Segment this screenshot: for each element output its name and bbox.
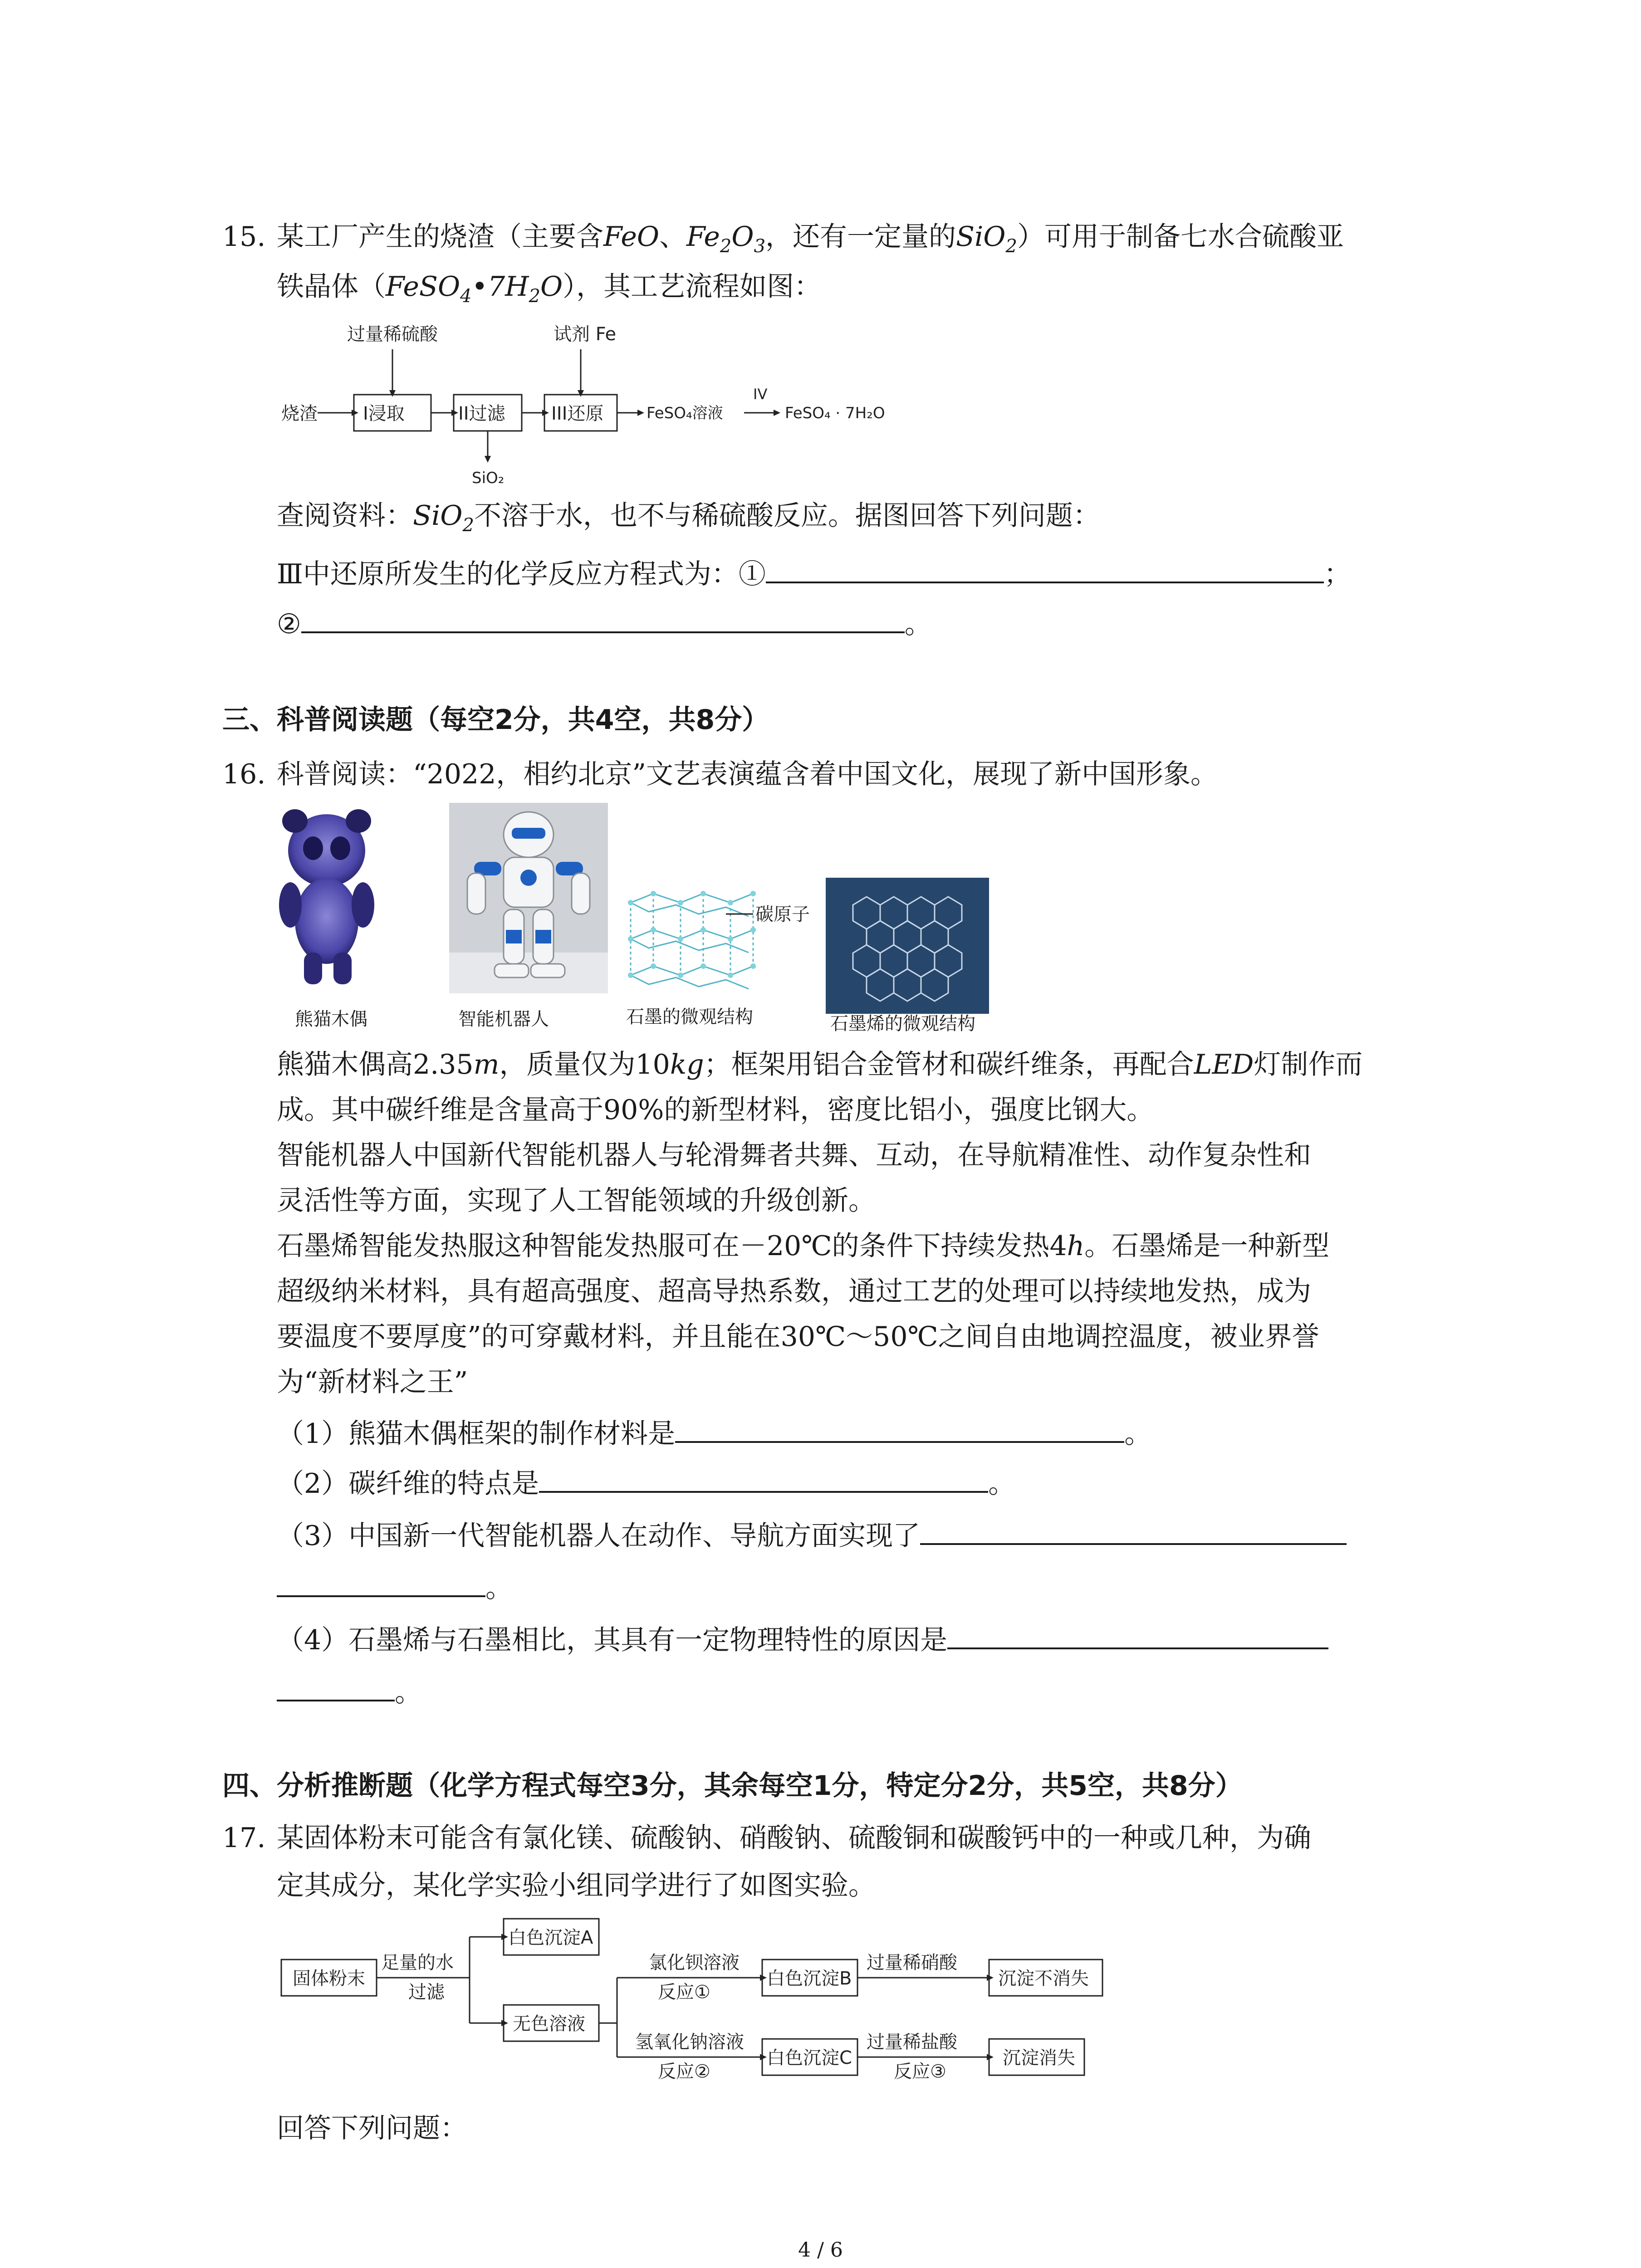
- q15-answer-blank-1[interactable]: [766, 553, 1324, 583]
- q15-question-2: ② 。: [277, 603, 932, 643]
- q17-bacl2: 氯化钡溶液: [649, 1952, 740, 1973]
- q16-number: 16.: [222, 758, 266, 790]
- q16-passage-3b: 超级纳米材料，具有超高强度、超高导热系数，通过工艺的处理可以持续地发热，成为: [277, 1276, 1311, 1307]
- q17-hcl: 过量稀盐酸: [867, 2032, 957, 2053]
- flow-acid: 过量稀硫酸: [347, 324, 438, 345]
- q16-passage-3c: 要温度不要厚度”的可穿戴材料，并且能在30℃～50℃之间自由地调控温度，被业界誉: [277, 1321, 1319, 1353]
- q15-info: 查阅资料：SiO$_2$不溶于水，也不与稀硫酸反应。据图回答下列问题：: [277, 500, 1100, 536]
- section-4-title: 四、分析推断题（化学方程式每空3分，其余每空1分，特定分2分，共5空，共8分）: [222, 1770, 1243, 1802]
- q16-intro: 16. 科普阅读：“2022，相约北京”文艺表演蕴含着中国文化，展现了新中国形象。: [222, 755, 1218, 793]
- flow-step1: I浸取: [363, 403, 405, 424]
- q17-dissolve: 沉淀消失: [1003, 2048, 1075, 2068]
- q17-line2: 定其成分，某化学实验小组同学进行了如图实验。: [277, 1870, 876, 1901]
- flow-reagent: 试剂 Fe: [554, 324, 617, 345]
- q16-sub4-cont: 。: [277, 1672, 422, 1711]
- carbon-atom-label: 碳原子: [755, 904, 810, 925]
- flow-step2: II过滤: [458, 403, 505, 424]
- q17-start: 固体粉末: [293, 1968, 365, 1989]
- caption-graphite: 石墨的微观结构: [626, 1007, 753, 1027]
- flow-step4: IV: [753, 386, 768, 403]
- q16-passage-2b: 灵活性等方面，实现了人工智能领域的升级创新。: [277, 1185, 876, 1217]
- q16-passage-3: 石墨烯智能发热服这种智能发热服可在－20℃的条件下持续发热4h。石墨烯是一种新型: [277, 1230, 1330, 1262]
- q17-flow-diagram: [277, 1914, 1139, 2087]
- flow-input: 烧渣: [281, 403, 318, 424]
- q15-line1: 15. 某工厂产生的烧渣（主要含FeO、$Fe_2O_3$，还有一定量的SiO$_2$）可用于制备七水合硫酸亚: [222, 218, 1344, 265]
- q16-answer-blank-3b[interactable]: [277, 1567, 485, 1597]
- q15-question: Ⅲ中还原所发生的化学反应方程式为：① ；: [277, 553, 1351, 593]
- q17-line1: 17. 某固体粉末可能含有氯化镁、硫酸钠、硝酸钠、硫酸铜和碳酸钙中的一种或几种，为确: [222, 1819, 1311, 1857]
- q17-ppt-a: 白色沉淀A: [508, 1927, 593, 1948]
- caption-robot: 智能机器人: [458, 1009, 549, 1030]
- q16-answer-blank-4a[interactable]: [947, 1619, 1328, 1649]
- q17-hno3: 过量稀硝酸: [867, 1952, 957, 1973]
- q16-answer-blank-2[interactable]: [539, 1463, 988, 1493]
- q16-passage-2: 智能机器人中国新代智能机器人与轮滑舞者共舞、互动，在导航精准性、动作复杂性和: [277, 1139, 1311, 1171]
- q15-line2: 铁晶体$(FeSO_4•7H_2O)$，其工艺流程如图：: [277, 271, 822, 307]
- q16-answer-blank-3a[interactable]: [920, 1515, 1347, 1545]
- flow-step3: III还原: [551, 403, 604, 424]
- q17-naoh: 氢氧化钠溶液: [635, 2032, 744, 2053]
- panda-puppet-image: [272, 807, 381, 989]
- graphene-structure-image: [826, 878, 989, 1014]
- caption-graphene: 石墨烯的微观结构: [830, 1013, 975, 1034]
- q17-no-dissolve: 沉淀不消失: [998, 1968, 1089, 1989]
- q17-water: 足量的水: [381, 1952, 454, 1973]
- q17-solution: 无色溶液: [513, 2014, 585, 2034]
- q16-sub2: （2）碳纤维的特点是 。: [277, 1463, 1015, 1503]
- section-3-title: 三、科普阅读题（每空2分，共4空，共8分）: [222, 704, 769, 736]
- robot-image: [449, 803, 608, 993]
- q17-filter: 过滤: [408, 1982, 445, 2003]
- q16-sub4: （4）石墨烯与石墨相比，其具有一定物理特性的原因是: [277, 1619, 1328, 1659]
- q17-rxn3: 反应③: [894, 2061, 946, 2082]
- q15-answer-blank-2[interactable]: [301, 603, 905, 633]
- q17-rxn1: 反应①: [658, 1982, 710, 2003]
- q16-passage-1: 熊猫木偶高2.35m，质量仅为10kg；框架用铝合金管材和碳纤维条，再配合LED灯制作而: [277, 1049, 1363, 1080]
- q16-sub3-cont: 。: [277, 1567, 513, 1607]
- flow-solution: FeSO₄溶液: [647, 404, 723, 422]
- page-number: 4 / 6: [798, 2239, 843, 2262]
- flow-product: FeSO₄ · 7H₂O: [785, 404, 885, 422]
- q16-answer-blank-1[interactable]: [675, 1413, 1124, 1443]
- caption-panda: 熊猫木偶: [295, 1009, 367, 1030]
- q16-answer-blank-4b[interactable]: [277, 1672, 395, 1701]
- q15-flow-diagram: [272, 318, 907, 499]
- q16-sub1: （1）熊猫木偶框架的制作材料是 。: [277, 1413, 1151, 1453]
- flow-residue: SiO₂: [472, 469, 505, 487]
- q16-passage-3d: 为“新材料之王”: [277, 1366, 468, 1398]
- q17-ppt-b: 白色沉淀B: [767, 1968, 852, 1989]
- q16-sub3: （3）中国新一代智能机器人在动作、导航方面实现了: [277, 1515, 1347, 1555]
- q15-number: 15.: [222, 221, 266, 253]
- q17-answer-prompt: 回答下列问题：: [277, 2112, 467, 2144]
- carbon-atom-pointer: [726, 900, 839, 928]
- q17-number: 17.: [222, 1822, 266, 1854]
- q16-passage-1b: 成。其中碳纤维是含量高于90%的新型材料，密度比铝小，强度比钢大。: [277, 1094, 1154, 1126]
- q17-ppt-c: 白色沉淀C: [767, 2048, 852, 2068]
- q17-rxn2: 反应②: [658, 2061, 710, 2082]
